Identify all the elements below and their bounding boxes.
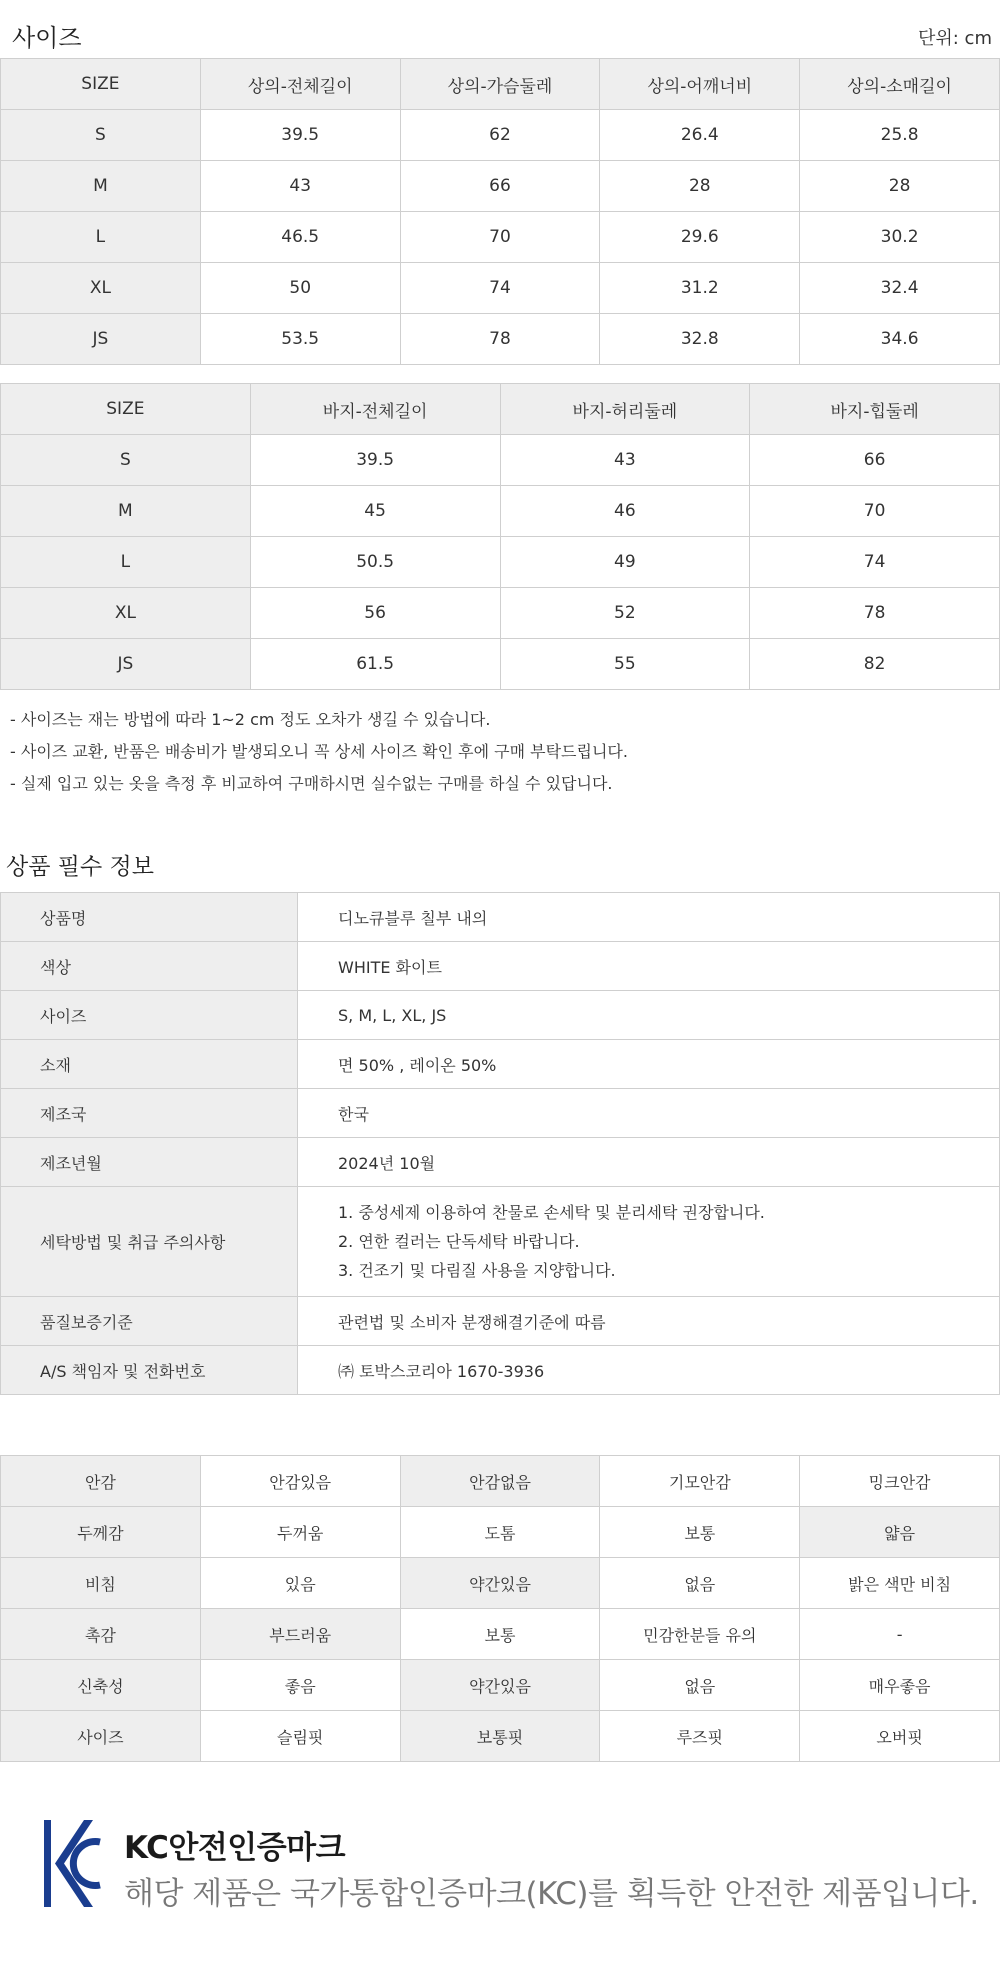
table-header-row — [1, 59, 1000, 110]
unit-label: 단위: cm — [918, 28, 992, 49]
attribute-option: 안감있음 — [200, 1456, 400, 1507]
size-label-cell: XL — [1, 588, 251, 639]
size-label-cell: JS — [1, 639, 251, 690]
care-line: 3. 건조기 및 다림질 사용을 지양합니다. — [338, 1261, 616, 1280]
table-cell: 25.8 — [800, 110, 1000, 161]
table-row — [1, 1346, 1000, 1395]
attribute-label-cell: 촉감 — [1, 1609, 201, 1660]
info-value: WHITE 화이트 — [298, 942, 1000, 991]
top-size-table — [0, 58, 1000, 365]
attribute-option: 있음 — [200, 1558, 400, 1609]
table-cell: 46 — [500, 486, 750, 537]
size-label-cell: M — [1, 161, 201, 212]
size-label-cell: S — [1, 110, 201, 161]
attribute-option: 도톰 — [400, 1507, 600, 1558]
attribute-label-cell: 신축성 — [1, 1660, 201, 1711]
table-cell: 34.6 — [800, 314, 1000, 365]
table-row — [1, 1507, 1000, 1558]
table-row — [1, 161, 1000, 212]
table-cell: 50 — [200, 263, 400, 314]
note-line: - 사이즈는 재는 방법에 따라 1~2 cm 정도 오차가 생길 수 있습니다. — [10, 710, 491, 729]
table-header-cell: 상의-어깨너비 — [600, 59, 800, 110]
table-header-cell: SIZE — [1, 384, 251, 435]
size-label-cell: L — [1, 537, 251, 588]
table-row — [1, 1456, 1000, 1507]
table-cell: 82 — [750, 639, 1000, 690]
info-value-multiline — [298, 1187, 1000, 1297]
kc-mark-icon — [44, 1820, 102, 1907]
attribute-label-cell: 비침 — [1, 1558, 201, 1609]
table-row — [1, 1660, 1000, 1711]
table-row — [1, 486, 1000, 537]
product-info-table — [0, 892, 1000, 1395]
table-cell: 39.5 — [250, 435, 500, 486]
table-row — [1, 314, 1000, 365]
info-label: 제조국 — [1, 1089, 298, 1138]
table-cell: 39.5 — [200, 110, 400, 161]
attribute-option: 두꺼움 — [200, 1507, 400, 1558]
kc-title: KC안전인증마크 — [124, 1830, 346, 1866]
table-cell: 61.5 — [250, 639, 500, 690]
table-header-cell: 바지-힙둘레 — [750, 384, 1000, 435]
table-row — [1, 639, 1000, 690]
care-line: 1. 중성세제 이용하여 찬물로 손세탁 및 분리세탁 권장합니다. — [338, 1203, 765, 1222]
info-value: 디노큐블루 칠부 내의 — [298, 893, 1000, 942]
attribute-option-selected: 안감없음 — [400, 1456, 600, 1507]
info-label: 색상 — [1, 942, 298, 991]
attribute-option-selected: 얇음 — [800, 1507, 1000, 1558]
attribute-option: 오버핏 — [800, 1711, 1000, 1762]
table-header-cell: 바지-전체길이 — [250, 384, 500, 435]
table-cell: 66 — [400, 161, 600, 212]
note-line: - 실제 입고 있는 옷을 측정 후 비교하여 구매하시면 실수없는 구매를 하실 수 있답니다. — [10, 774, 613, 793]
info-label: 소재 — [1, 1040, 298, 1089]
attribute-label-cell: 안감 — [1, 1456, 201, 1507]
size-notes — [10, 704, 628, 800]
attribute-option: 좋음 — [200, 1660, 400, 1711]
attribute-label-cell: 사이즈 — [1, 1711, 201, 1762]
table-cell: 62 — [400, 110, 600, 161]
table-row — [1, 1558, 1000, 1609]
attribute-option: 보통 — [600, 1507, 800, 1558]
table-row — [1, 110, 1000, 161]
attribute-option-selected: 약간있음 — [400, 1660, 600, 1711]
table-row — [1, 537, 1000, 588]
product-info-title: 상품 필수 정보 — [6, 854, 154, 880]
table-header-row — [1, 384, 1000, 435]
attribute-option: 루즈핏 — [600, 1711, 800, 1762]
size-label-cell: JS — [1, 314, 201, 365]
info-value: 한국 — [298, 1089, 1000, 1138]
size-label-cell: S — [1, 435, 251, 486]
table-row — [1, 1297, 1000, 1346]
attribute-option: 없음 — [600, 1558, 800, 1609]
table-cell: 30.2 — [800, 212, 1000, 263]
table-row — [1, 212, 1000, 263]
table-cell: 28 — [600, 161, 800, 212]
care-line: 2. 연한 컬러는 단독세탁 바랍니다. — [338, 1232, 580, 1251]
table-cell: 50.5 — [250, 537, 500, 588]
table-header-cell: 상의-소매길이 — [800, 59, 1000, 110]
table-cell: 74 — [750, 537, 1000, 588]
table-cell: 55 — [500, 639, 750, 690]
table-row — [1, 1187, 1000, 1297]
attribute-option: 기모안감 — [600, 1456, 800, 1507]
attribute-option: 민감한분들 유의 — [600, 1609, 800, 1660]
info-label: 사이즈 — [1, 991, 298, 1040]
table-row — [1, 1609, 1000, 1660]
attribute-option: 슬림핏 — [200, 1711, 400, 1762]
info-value: 면 50% , 레이온 50% — [298, 1040, 1000, 1089]
table-row — [1, 263, 1000, 314]
table-cell: 66 — [750, 435, 1000, 486]
table-row — [1, 893, 1000, 942]
table-cell: 43 — [500, 435, 750, 486]
info-label: 상품명 — [1, 893, 298, 942]
table-header-cell: 바지-허리둘레 — [500, 384, 750, 435]
info-label: 품질보증기준 — [1, 1297, 298, 1346]
info-value: ㈜ 토박스코리아 1670-3936 — [298, 1346, 1000, 1395]
attribute-option-selected: 약간있음 — [400, 1558, 600, 1609]
table-cell: 52 — [500, 588, 750, 639]
table-cell: 78 — [750, 588, 1000, 639]
table-cell: 32.4 — [800, 263, 1000, 314]
info-value: 관련법 및 소비자 분쟁해결기준에 따름 — [298, 1297, 1000, 1346]
attribute-option-selected: 부드러움 — [200, 1609, 400, 1660]
info-label: A/S 책임자 및 전화번호 — [1, 1346, 298, 1395]
table-cell: 74 — [400, 263, 600, 314]
table-cell: 45 — [250, 486, 500, 537]
note-line: - 사이즈 교환, 반품은 배송비가 발생되오니 꼭 상세 사이즈 확인 후에 구매 부탁드립니다. — [10, 742, 628, 761]
table-row — [1, 1040, 1000, 1089]
table-row — [1, 991, 1000, 1040]
table-row — [1, 1138, 1000, 1187]
size-section-header — [0, 14, 1000, 58]
attribute-option-selected: 보통핏 — [400, 1711, 600, 1762]
info-value: 2024년 10월 — [298, 1138, 1000, 1187]
table-row — [1, 588, 1000, 639]
table-row — [1, 435, 1000, 486]
table-cell: 53.5 — [200, 314, 400, 365]
size-label-cell: L — [1, 212, 201, 263]
attribute-option: 매우좋음 — [800, 1660, 1000, 1711]
table-cell: 46.5 — [200, 212, 400, 263]
table-cell: 49 — [500, 537, 750, 588]
table-cell: 29.6 — [600, 212, 800, 263]
table-cell: 56 — [250, 588, 500, 639]
table-row — [1, 942, 1000, 991]
attribute-label-cell: 두께감 — [1, 1507, 201, 1558]
pants-size-table — [0, 383, 1000, 690]
table-header-cell: SIZE — [1, 59, 201, 110]
attribute-option: 없음 — [600, 1660, 800, 1711]
fabric-attribute-table — [0, 1455, 1000, 1762]
table-cell: 32.8 — [600, 314, 800, 365]
attribute-option: 밍크안감 — [800, 1456, 1000, 1507]
table-cell: 78 — [400, 314, 600, 365]
table-cell: 31.2 — [600, 263, 800, 314]
table-cell: 43 — [200, 161, 400, 212]
attribute-option: - — [800, 1609, 1000, 1660]
size-section-title: 사이즈 — [12, 24, 82, 52]
size-label-cell: M — [1, 486, 251, 537]
attribute-option: 밝은 색만 비침 — [800, 1558, 1000, 1609]
table-header-cell: 상의-전체길이 — [200, 59, 400, 110]
attribute-option: 보통 — [400, 1609, 600, 1660]
table-header-cell: 상의-가슴둘레 — [400, 59, 600, 110]
table-cell: 26.4 — [600, 110, 800, 161]
table-cell: 70 — [750, 486, 1000, 537]
table-row — [1, 1711, 1000, 1762]
table-cell: 28 — [800, 161, 1000, 212]
info-label: 제조년월 — [1, 1138, 298, 1187]
size-label-cell: XL — [1, 263, 201, 314]
info-label: 세탁방법 및 취급 주의사항 — [1, 1187, 298, 1297]
kc-subtitle: 해당 제품은 국가통합인증마크(KC)를 획득한 안전한 제품입니다. — [124, 1876, 979, 1912]
info-value: S, M, L, XL, JS — [298, 991, 1000, 1040]
table-cell: 70 — [400, 212, 600, 263]
table-row — [1, 1089, 1000, 1138]
